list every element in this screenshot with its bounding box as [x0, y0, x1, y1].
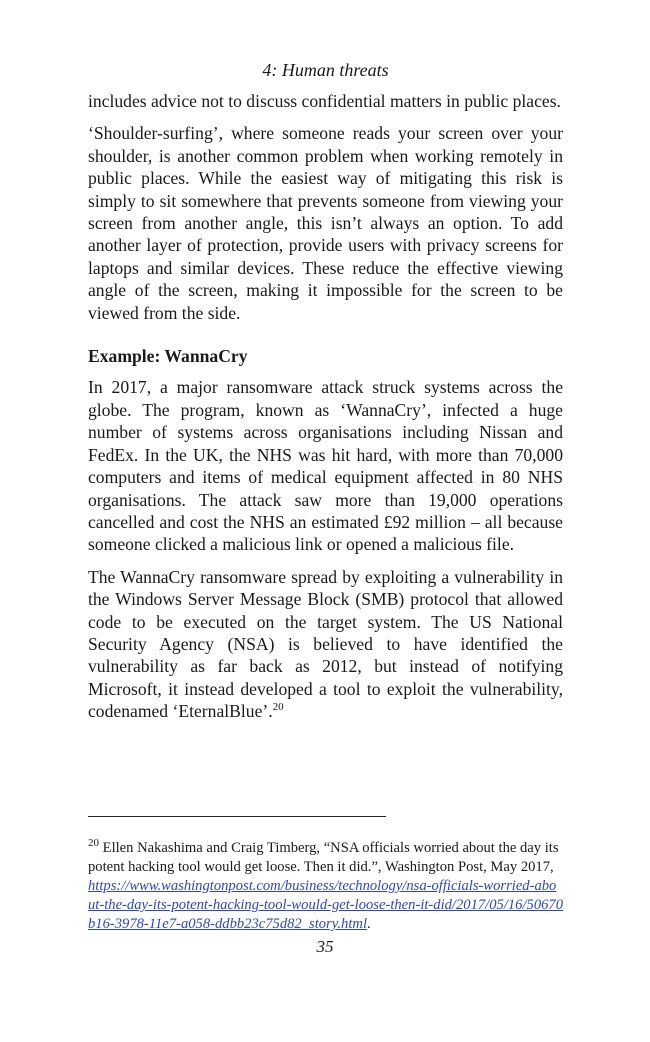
- paragraph-wannacry-exploit-text: The WannaCry ransomware spread by exploiting a vulnerability in the Windows Server Message Block (SMB) protocol that allowed code to be executed on the target system. The US National Security Agency (NSA) is believed to have identified the vulnerability as far back as 2012, but instead of notifying Microsoft, it instead developed a tool to exploit the vulnerability, codenamed ‘EternalBlue’.: [88, 566, 563, 722]
- page-number: 35: [316, 937, 334, 956]
- footnote-marker: 20: [88, 837, 99, 850]
- footnote-reference[interactable]: 20: [272, 701, 284, 714]
- page-body: [88, 58, 563, 733]
- running-head: 4: Human threats: [262, 60, 389, 80]
- footnote-text: Ellen Nakashima and Craig Timberg, “NSA officials worried about the day its potent hacking tool would get loose. Then it did.”, Washington Post, May 2017,: [88, 840, 559, 875]
- footnote: [88, 839, 563, 934]
- paragraph-shoulder-surfing: ‘Shoulder-surfing’, where someone reads your screen over your shoulder, is another common problem when working remotely in public places. While the easiest way of mitigating this risk is simply to sit somewhere that prevents someone from viewing your screen from another angle, this isn’t always an option. To add another layer of protection, provide users with privacy screens for laptops and similar devices. These reduce the effective viewing angle of the screen, making it impossible for the screen to be viewed from the side.: [88, 123, 563, 323]
- paragraph-continuation: includes advice not to discuss confidential matters in public places.: [88, 91, 561, 111]
- footnote-divider: [88, 816, 386, 817]
- section-heading: Example: WannaCry: [88, 346, 248, 367]
- paragraph-wannacry-exploit: [88, 566, 563, 723]
- paragraph-wannacry-attack: In 2017, a major ransomware attack struck systems across the globe. The program, known as ‘WannaCry’, infected a huge number of systems across organisations including Nissan and FedEx. In the UK, the NHS was hit hard, with more than 70,000 computers and items of medical equipment affected in 80 NHS organisations. The attack saw more than 19,000 operations cancelled and cost the NHS an estimated £92 million – all because someone clicked a malicious link or opened a malicious file.: [88, 377, 563, 555]
- footnote-link[interactable]: https://www.washingtonpost.com/business/technology/nsa-officials-worried-about-the-day-its-potent-hacking-tool-would-get-loose-then-it-did/2017/05/16/50670b16-3978-11e7-a058-ddbb23c75d82_story.html: [88, 878, 564, 932]
- footnote-trailing: .: [367, 916, 371, 932]
